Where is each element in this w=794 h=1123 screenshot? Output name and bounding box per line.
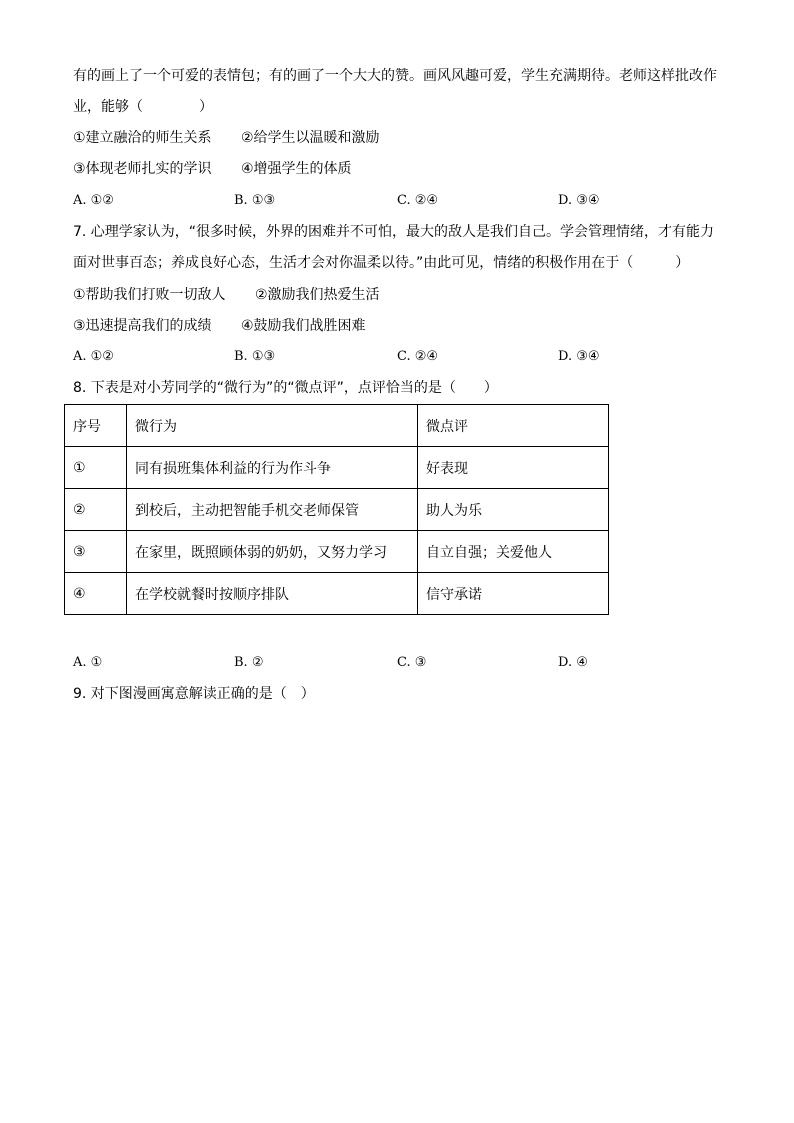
q6-option-b[interactable]: B. ①③ [234,193,276,208]
q7-statement-2: ②激励我们热爱生活 [255,287,380,303]
table-cell: 在家里，既照顾体弱的奶奶，又努力学习 [127,531,418,573]
table-header-cell: 微行为 [127,405,418,447]
table-cell: 助人为乐 [418,489,609,531]
table-header-cell: 序号 [65,405,127,447]
q7-stem-line-2: 面对世事百态；养成良好心态，生活才会对你温柔以待。”由此可见，情绪的积极作用在于（ ） [73,255,690,271]
table-row [65,489,609,531]
q7-statement-3: ③迅速提高我们的成绩 [73,318,212,334]
q8-option-c[interactable]: C. ③ [397,655,427,670]
table-cell: ① [65,447,127,489]
q7-statement-1: ①帮助我们打败一切敌人 [73,287,226,303]
table-cell: 同有损班集体利益的行为作斗争 [127,447,418,489]
q6-option-a[interactable]: A. ①② [73,193,114,208]
table-cell: ③ [65,531,127,573]
table-header-row [65,405,609,447]
q6-statement-4: ④增强学生的体质 [241,161,352,177]
table-row [65,573,609,615]
q6-statement-3: ③体现老师扎实的学识 [73,161,212,177]
q9-stem: 9. 对下图漫画寓意解读正确的是（ ） [73,686,315,702]
q6-statement-2: ②给学生以温暖和激励 [241,130,380,146]
q8-behavior-table [64,404,609,615]
q6-stem-line-2: 业，能够（ ） [73,99,213,115]
q7-stem-line-1: 7. 心理学家认为，“很多时候，外界的困难并不可怕，最大的敌人是我们自己。学会管理情绪，才有能力 [73,224,715,240]
q6-statement-1: ①建立融洽的师生关系 [73,130,212,146]
table-cell: 到校后，主动把智能手机交老师保管 [127,489,418,531]
q7-statement-4: ④鼓励我们战胜困难 [241,318,366,334]
q8-stem: 8. 下表是对小芳同学的“微行为”的“微点评”，点评恰当的是（ ） [73,380,498,396]
q7-option-a[interactable]: A. ①② [73,349,114,364]
q8-option-b[interactable]: B. ② [234,655,264,670]
q8-option-d[interactable]: D. ④ [558,655,588,670]
table-cell: 好表现 [418,447,609,489]
table-row [65,531,609,573]
q7-option-c[interactable]: C. ②④ [397,349,439,364]
table-cell: 信守承诺 [418,573,609,615]
q7-option-b[interactable]: B. ①③ [234,349,276,364]
q6-stem-line-1: 有的画上了一个可爱的表情包；有的画了一个大大的赞。画风风趣可爱，学生充满期待。老师这样批改作 [73,68,717,84]
table-cell: ④ [65,573,127,615]
q8-option-a[interactable]: A. ① [73,655,103,670]
table-cell: 在学校就餐时按顺序排队 [127,573,418,615]
table-row [65,447,609,489]
q6-option-d[interactable]: D. ③④ [558,193,600,208]
table-header-cell: 微点评 [418,405,609,447]
q6-option-c[interactable]: C. ②④ [397,193,439,208]
q7-option-d[interactable]: D. ③④ [558,349,600,364]
table-cell: ② [65,489,127,531]
table-cell: 自立自强；关爱他人 [418,531,609,573]
